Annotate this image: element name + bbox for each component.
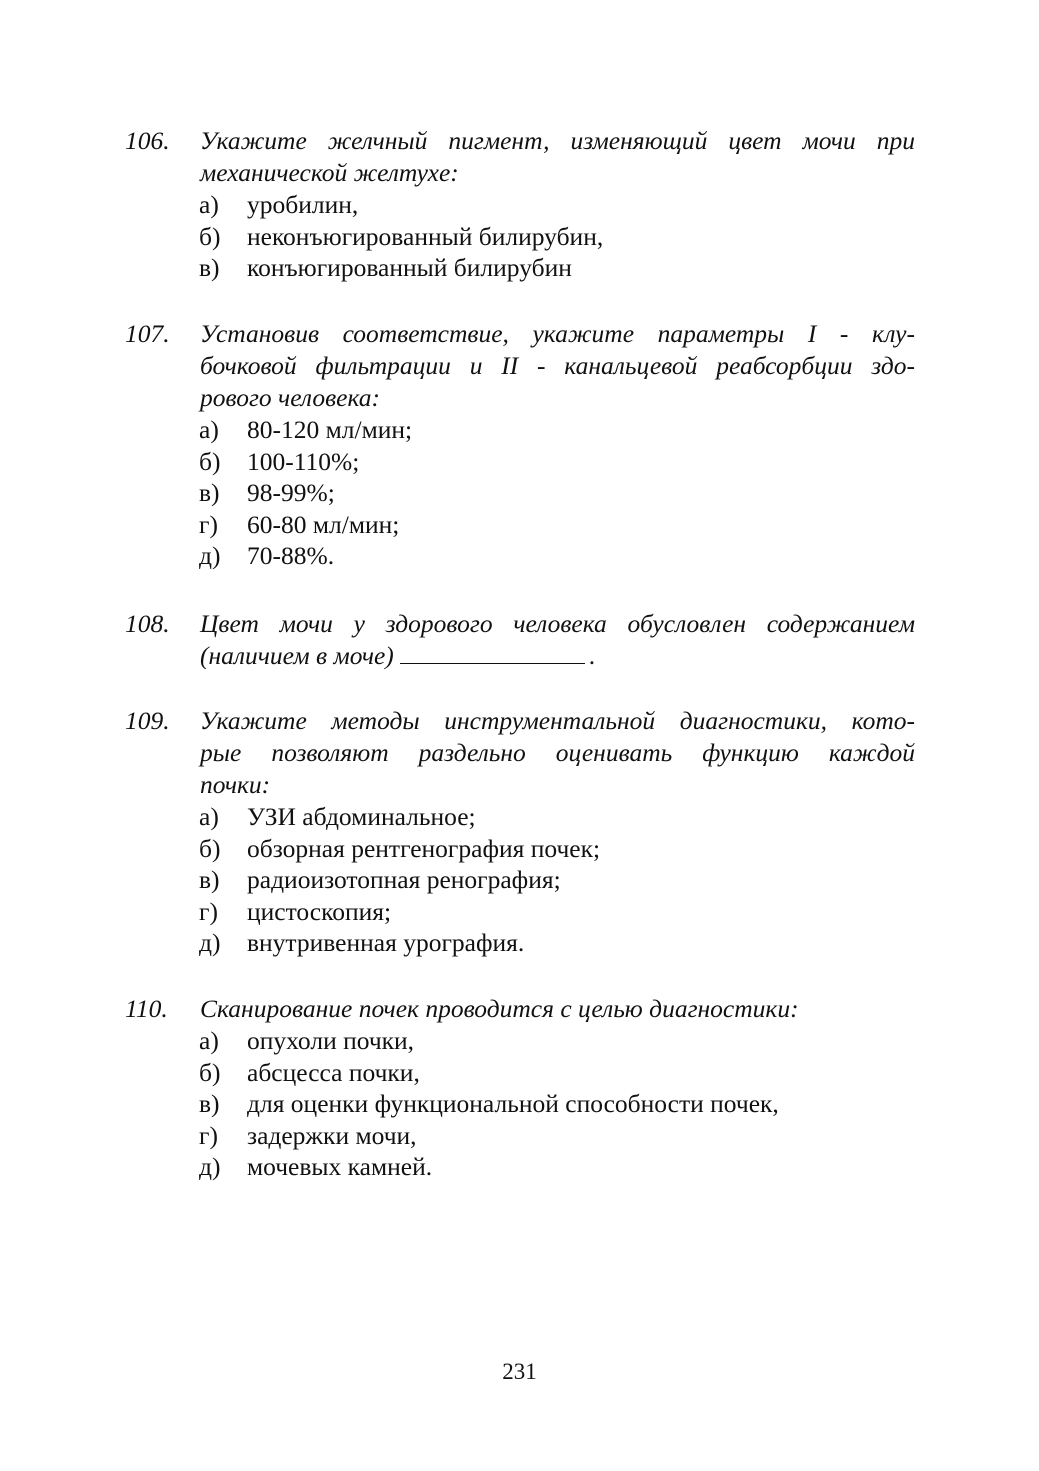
answer-text: задержки мочи, <box>247 1120 417 1150</box>
question-107 <box>125 318 915 572</box>
answer-option <box>199 864 915 896</box>
question-stem <box>125 608 915 672</box>
question-number: 110. <box>125 994 168 1023</box>
answer-text: опухоли почки, <box>247 1026 415 1055</box>
question-text-line: почки: <box>200 770 271 799</box>
question-text-line: Цвет мочи у здорового человека обусловлен содержанием <box>200 609 915 638</box>
answer-list <box>199 189 915 284</box>
question-number: 108. <box>125 609 170 638</box>
answer-letter: д) <box>199 541 221 570</box>
question-text <box>200 608 915 672</box>
answer-option <box>199 1120 915 1152</box>
answer-letter: г) <box>199 896 218 926</box>
answer-list <box>199 1025 915 1183</box>
question-text-line: Сканирование почек проводится с целью диагностики: <box>200 994 799 1023</box>
question-text-fragment: (наличием в моче) <box>200 641 394 670</box>
question-109 <box>125 705 915 959</box>
answer-text: конъюгированный билирубин <box>247 253 572 282</box>
answer-letter: а) <box>199 190 219 219</box>
answer-option <box>199 189 915 221</box>
answer-option <box>199 1057 915 1089</box>
question-108 <box>125 608 915 672</box>
page-number: 231 <box>502 1359 537 1384</box>
question-stem <box>125 318 915 414</box>
question-text-line: Укажите методы инструментальной диагностики, кото- <box>200 706 915 735</box>
answer-option <box>199 252 915 284</box>
answer-text: цистоскопия; <box>247 896 392 926</box>
answer-text: мочевых камней. <box>247 1152 433 1181</box>
answer-text: радиоизотопная ренография; <box>247 865 561 894</box>
answer-option <box>199 896 915 928</box>
answer-text: 98-99%; <box>247 478 335 507</box>
answer-text: обзорная рентгенография почек; <box>247 833 601 863</box>
question-text <box>200 705 915 801</box>
answer-text: 100-110%; <box>247 446 360 476</box>
question-stem <box>125 705 915 801</box>
answer-letter: в) <box>199 478 220 507</box>
answer-option <box>199 446 915 478</box>
question-stem <box>125 125 915 189</box>
answer-blank <box>400 641 585 664</box>
answer-text: неконъюгированный билирубин, <box>247 221 604 251</box>
answer-option <box>199 414 915 446</box>
answer-text: для оценки функциональной способности почек, <box>247 1089 779 1118</box>
answer-list <box>199 801 915 959</box>
answer-text: абсцесса почки, <box>247 1057 420 1087</box>
answer-letter: г) <box>199 509 218 539</box>
answer-letter: в) <box>199 1089 220 1118</box>
question-number: 107. <box>125 319 170 348</box>
question-stem <box>125 993 915 1025</box>
answer-option <box>199 1151 915 1183</box>
answer-letter: а) <box>199 802 219 831</box>
answer-option <box>199 833 915 865</box>
question-number: 106. <box>125 126 170 155</box>
answer-letter: б) <box>199 833 221 863</box>
answer-option <box>199 509 915 541</box>
answer-text: 70-88%. <box>247 541 335 570</box>
question-text-line: рые позволяют раздельно оценивать функцию каждой <box>200 738 915 767</box>
question-text-line: Укажите желчный пигмент, изменяющий цвет мочи при <box>200 126 915 155</box>
question-text-line: механической желтухе: <box>200 158 459 187</box>
question-text-line-with-blank <box>200 640 915 672</box>
answer-text: уробилин, <box>247 190 359 219</box>
answer-letter: д) <box>199 1152 221 1181</box>
answer-option <box>199 1088 915 1120</box>
answer-letter: б) <box>199 446 221 476</box>
blank-suffix: . <box>588 641 596 670</box>
answer-text: 60-80 мл/мин; <box>247 509 400 539</box>
answer-option <box>199 927 915 959</box>
question-number: 109. <box>125 706 170 735</box>
question-106 <box>125 125 915 284</box>
answer-option <box>199 477 915 509</box>
answer-letter: а) <box>199 415 219 444</box>
answer-list <box>199 414 915 572</box>
answer-letter: б) <box>199 1057 221 1087</box>
answer-text: УЗИ абдоминальное; <box>247 802 476 831</box>
question-text-line: Установив соответствие, укажите параметры I - клу- <box>200 319 915 348</box>
question-text <box>200 993 915 1025</box>
answer-letter: а) <box>199 1026 219 1055</box>
answer-text: 80-120 мл/мин; <box>247 415 413 444</box>
answer-letter: б) <box>199 221 221 251</box>
question-text <box>200 318 915 414</box>
answer-letter: в) <box>199 253 220 282</box>
question-110 <box>125 993 915 1183</box>
answer-option <box>199 1025 915 1057</box>
answer-text: внутривенная урография. <box>247 928 525 957</box>
question-text <box>200 125 915 189</box>
answer-letter: д) <box>199 928 221 957</box>
answer-letter: в) <box>199 865 220 894</box>
question-text-line: бочковой фильтрации и II - канальцевой реабсорбции здо- <box>200 351 915 380</box>
answer-option <box>199 540 915 572</box>
answer-option <box>199 221 915 253</box>
question-text-line: рового человека: <box>200 383 381 412</box>
answer-option <box>199 801 915 833</box>
answer-letter: г) <box>199 1120 218 1150</box>
